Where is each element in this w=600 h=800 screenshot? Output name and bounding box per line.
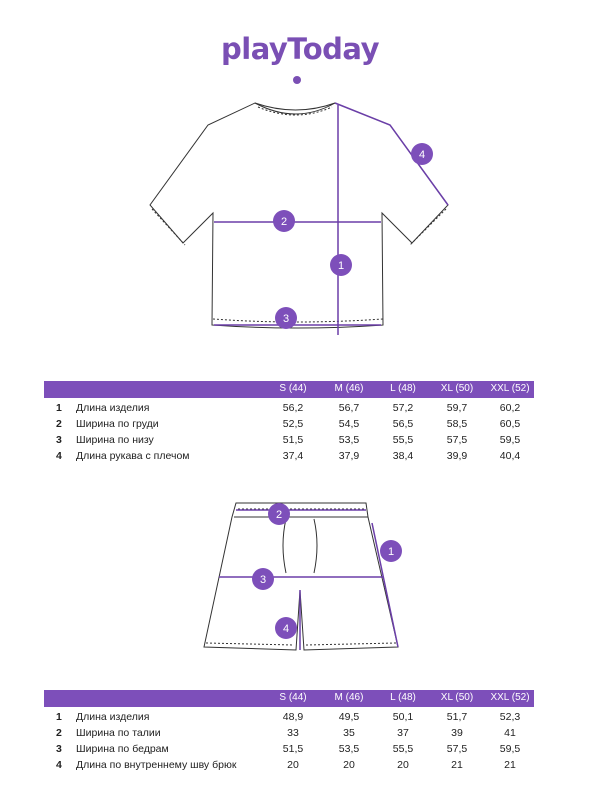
cell-value: 21 bbox=[451, 759, 463, 771]
cell-value: 20 bbox=[397, 759, 409, 771]
svg-text:3: 3 bbox=[282, 313, 290, 325]
tshirt-marker-3 bbox=[275, 307, 297, 329]
cell-value: 21 bbox=[504, 759, 516, 771]
cell-value: 55,5 bbox=[392, 434, 414, 446]
row-label: Длина изделия bbox=[76, 402, 150, 414]
table-row bbox=[44, 742, 534, 758]
cell-value: 49,5 bbox=[338, 711, 360, 723]
svg-text:1: 1 bbox=[387, 546, 395, 558]
brand-logo: playToday bbox=[221, 32, 379, 66]
size-header: XL (50) bbox=[440, 383, 474, 394]
row-label: Длина рукава с плечом bbox=[76, 450, 190, 462]
tshirt-size-table bbox=[44, 381, 534, 465]
cell-value: 51,5 bbox=[282, 434, 304, 446]
shorts-marker-4 bbox=[275, 617, 297, 639]
cell-value: 56,7 bbox=[338, 402, 360, 414]
size-header: S (44) bbox=[279, 383, 307, 394]
row-label: Ширина по бедрам bbox=[76, 743, 169, 755]
row-number: 1 bbox=[56, 711, 62, 723]
cell-value: 41 bbox=[504, 727, 516, 739]
cell-value: 59,5 bbox=[499, 743, 521, 755]
row-number: 2 bbox=[56, 727, 62, 739]
cell-value: 20 bbox=[287, 759, 299, 771]
tshirt-marker-2 bbox=[273, 210, 295, 232]
table-row bbox=[44, 449, 534, 465]
size-header: L (48) bbox=[390, 692, 416, 703]
size-header: M (46) bbox=[334, 383, 364, 394]
cell-value: 54,5 bbox=[338, 418, 360, 430]
row-number: 4 bbox=[56, 450, 62, 462]
cell-value: 37 bbox=[397, 727, 409, 739]
size-header: XL (50) bbox=[440, 692, 474, 703]
cell-value: 20 bbox=[343, 759, 355, 771]
cell-value: 57,5 bbox=[446, 434, 468, 446]
table-row bbox=[44, 726, 534, 742]
row-number: 3 bbox=[56, 434, 62, 446]
table-header bbox=[44, 690, 534, 707]
row-number: 1 bbox=[56, 402, 62, 414]
logo-dot bbox=[293, 76, 301, 84]
svg-text:4: 4 bbox=[418, 149, 426, 161]
cell-value: 37,4 bbox=[282, 450, 304, 462]
row-label: Ширина по груди bbox=[76, 418, 159, 430]
row-label: Ширина по низу bbox=[76, 434, 154, 446]
cell-value: 33 bbox=[287, 727, 299, 739]
row-number: 4 bbox=[56, 759, 62, 771]
cell-value: 37,9 bbox=[338, 450, 360, 462]
svg-text:1: 1 bbox=[337, 260, 345, 272]
size-header: XXL (52) bbox=[490, 692, 530, 703]
cell-value: 57,2 bbox=[392, 402, 414, 414]
row-label: Длина изделия bbox=[76, 711, 150, 723]
cell-value: 51,7 bbox=[446, 711, 468, 723]
cell-value: 57,5 bbox=[446, 743, 468, 755]
table-row bbox=[44, 401, 534, 417]
cell-value: 55,5 bbox=[392, 743, 414, 755]
tshirt-drawing bbox=[0, 95, 600, 345]
cell-value: 40,4 bbox=[499, 450, 521, 462]
table-row bbox=[44, 758, 534, 774]
row-label: Длина по внутреннему шву брюк bbox=[76, 759, 237, 771]
cell-value: 59,5 bbox=[499, 434, 521, 446]
shorts-drawing bbox=[0, 495, 600, 665]
size-header: XXL (52) bbox=[490, 383, 530, 394]
size-header: M (46) bbox=[334, 692, 364, 703]
cell-value: 52,3 bbox=[499, 711, 521, 723]
cell-value: 56,5 bbox=[392, 418, 414, 430]
cell-value: 48,9 bbox=[282, 711, 304, 723]
size-header: S (44) bbox=[279, 692, 307, 703]
cell-value: 60,5 bbox=[499, 418, 521, 430]
svg-text:4: 4 bbox=[282, 623, 290, 635]
tshirt-marker-4 bbox=[411, 143, 433, 165]
svg-text:3: 3 bbox=[259, 574, 267, 586]
shorts-marker-3 bbox=[252, 568, 274, 590]
shorts-size-table bbox=[44, 690, 534, 774]
cell-value: 39 bbox=[451, 727, 463, 739]
shorts-marker-2 bbox=[268, 503, 290, 525]
svg-text:2: 2 bbox=[280, 216, 288, 228]
size-header: L (48) bbox=[390, 383, 416, 394]
shorts-marker-1 bbox=[380, 540, 402, 562]
cell-value: 58,5 bbox=[446, 418, 468, 430]
table-row bbox=[44, 710, 534, 726]
table-row bbox=[44, 417, 534, 433]
cell-value: 60,2 bbox=[499, 402, 521, 414]
cell-value: 53,5 bbox=[338, 743, 360, 755]
cell-value: 35 bbox=[343, 727, 355, 739]
row-number: 3 bbox=[56, 743, 62, 755]
cell-value: 51,5 bbox=[282, 743, 304, 755]
cell-value: 56,2 bbox=[282, 402, 304, 414]
cell-value: 39,9 bbox=[446, 450, 468, 462]
table-row bbox=[44, 433, 534, 449]
table-header bbox=[44, 381, 534, 398]
row-number: 2 bbox=[56, 418, 62, 430]
cell-value: 52,5 bbox=[282, 418, 304, 430]
cell-value: 50,1 bbox=[392, 711, 414, 723]
row-label: Ширина по талии bbox=[76, 727, 161, 739]
svg-text:2: 2 bbox=[275, 509, 283, 521]
cell-value: 53,5 bbox=[338, 434, 360, 446]
cell-value: 59,7 bbox=[446, 402, 468, 414]
cell-value: 38,4 bbox=[392, 450, 414, 462]
tshirt-marker-1 bbox=[330, 254, 352, 276]
